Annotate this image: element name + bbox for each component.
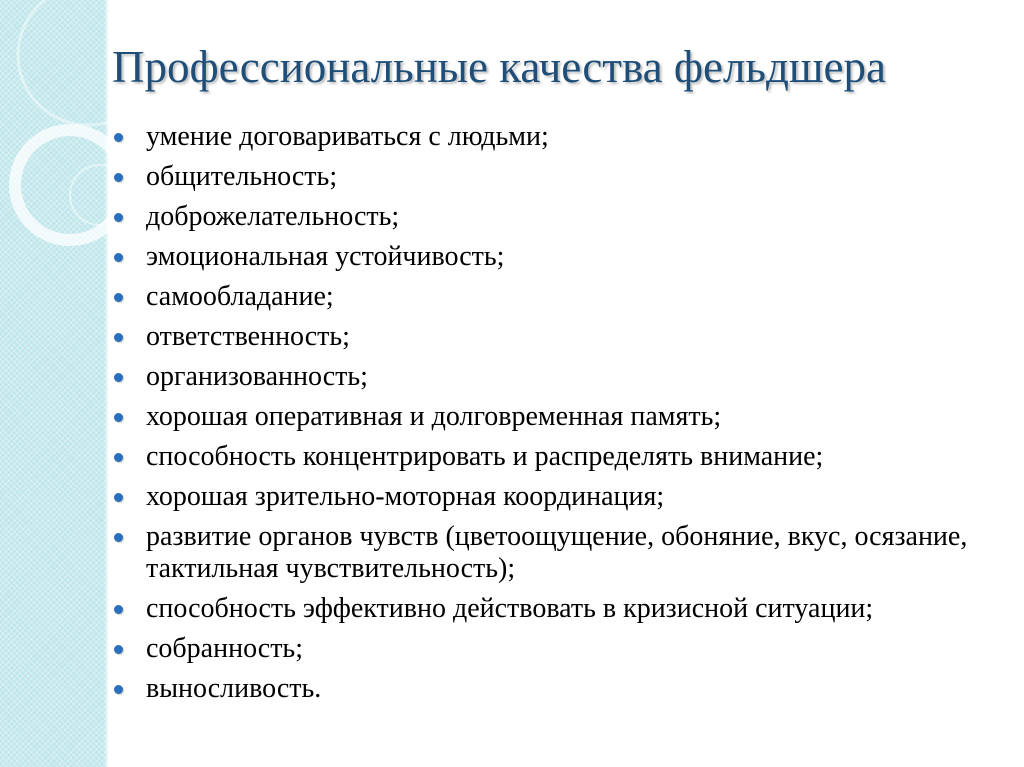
- list-item: [114, 521, 994, 585]
- bullet-icon: [114, 173, 123, 182]
- bullet-icon: [114, 685, 123, 694]
- slide-title: Профессиональные качества фельдшера: [112, 42, 886, 92]
- list-item: [114, 633, 994, 665]
- list-item-text: эмоциональная устойчивость;: [146, 241, 505, 272]
- bullet-icon: [114, 533, 123, 542]
- list-item-text: развитие органов чувств (цветоощущение, обоняние, вкус, осязание, тактильная чувствительность);: [146, 521, 968, 584]
- list-item: [114, 481, 994, 513]
- bullet-icon: [114, 213, 123, 222]
- list-item-text: умение договариваться с людьми;: [146, 121, 549, 152]
- list-item: [114, 121, 994, 153]
- bullet-icon: [114, 493, 123, 502]
- list-item-text: способность концентрировать и распределять внимание;: [146, 441, 824, 472]
- list-item-text: хорошая зрительно-моторная координация;: [146, 481, 665, 512]
- bullet-icon: [114, 453, 123, 462]
- list-item-text: способность эффективно действовать в кризисной ситуации;: [146, 593, 874, 624]
- list-item: [114, 361, 994, 393]
- bullet-icon: [114, 133, 123, 142]
- list-item: [114, 201, 994, 233]
- list-item: [114, 441, 994, 473]
- list-item-text: доброжелательность;: [146, 201, 400, 232]
- list-item: [114, 673, 994, 705]
- bullet-icon: [114, 645, 123, 654]
- list-item: [114, 593, 994, 625]
- list-item-text: ответственность;: [146, 321, 350, 352]
- list-item: [114, 401, 994, 433]
- bullet-icon: [114, 413, 123, 422]
- band-edge: [104, 0, 112, 767]
- list-item-text: выносливость.: [146, 673, 322, 704]
- list-item-text: хорошая оперативная и долговременная память;: [146, 401, 722, 432]
- bullet-icon: [114, 605, 123, 614]
- bullet-icon: [114, 373, 123, 382]
- list-item: [114, 281, 994, 313]
- list-item: [114, 161, 994, 193]
- list-item-text: самообладание;: [146, 281, 334, 312]
- list-item-text: организованность;: [146, 361, 368, 392]
- bullet-icon: [114, 333, 123, 342]
- bullet-icon: [114, 293, 123, 302]
- list-item-text: собранность;: [146, 633, 303, 664]
- list-item: [114, 241, 994, 273]
- bullet-icon: [114, 253, 123, 262]
- list-item: [114, 321, 994, 353]
- list-item-text: общительность;: [146, 161, 338, 192]
- qualities-list: [114, 121, 994, 713]
